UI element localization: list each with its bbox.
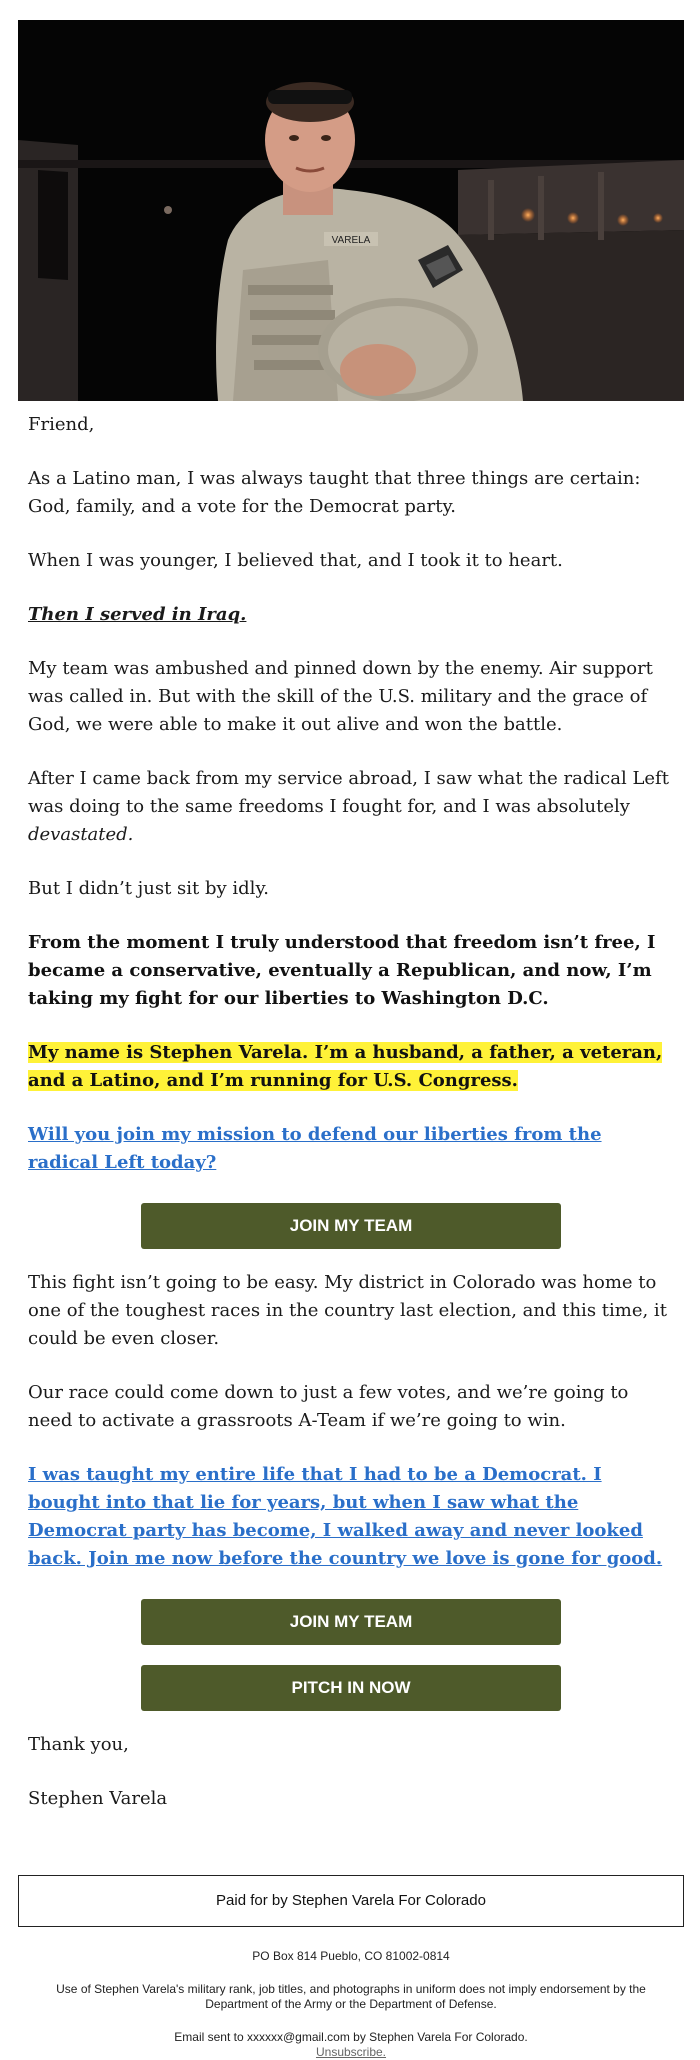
disclaimer: Use of Stephen Varela's military rank, job titles, and photographs in uniform does not imply endorsement by the Department of the Army or the Department of Defense. bbox=[56, 1982, 646, 2011]
paragraph: This fight isn’t going to be easy. My district in Colorado was home to one of the toughest races in the country last election, and this time, it could be even closer. bbox=[28, 1272, 667, 1349]
mission-link[interactable]: Will you join my mission to defend our liberties from the radical Left today? bbox=[28, 1124, 602, 1173]
signoff: Thank you, bbox=[28, 1734, 129, 1755]
paid-for-text: Paid for by Stephen Varela For Colorado bbox=[216, 1892, 486, 1909]
mission-link-paragraph bbox=[28, 1121, 674, 1177]
paragraph: As a Latino man, I was always taught that three things are certain: God, family, and a vote for the Democrat party. bbox=[28, 468, 641, 517]
button-row bbox=[28, 1599, 674, 1645]
paragraph: But I didn’t just sit by idly. bbox=[28, 878, 269, 899]
bold-paragraph: From the moment I truly understood that freedom isn’t free, I became a conservative, eventually a Republican, and now, I’m taking my fight for our liberties to Washington D.C. bbox=[28, 932, 656, 1009]
hero-photo bbox=[18, 20, 684, 401]
email-address: xxxxxx@gmail.com bbox=[246, 2030, 350, 2044]
button-row bbox=[28, 1665, 674, 1711]
highlighted-text: My name is Stephen Varela. I’m a husband, a father, a veteran, and a Latino, and I’m running for U.S. Congress. bbox=[28, 1042, 663, 1091]
letter bbox=[18, 411, 684, 1813]
signature: Stephen Varela bbox=[28, 1788, 168, 1809]
highlighted-paragraph bbox=[28, 1039, 674, 1095]
button-row bbox=[28, 1203, 674, 1249]
email-prefix: Email sent to bbox=[174, 2030, 247, 2044]
paragraph-text: After I came back from my service abroad, I saw what the radical Left was doing to the same freedoms I fought for, and I was absolutely bbox=[28, 768, 669, 817]
unsubscribe-link[interactable]: Unsubscribe. bbox=[315, 2045, 387, 2059]
iraq-heading bbox=[28, 601, 674, 629]
paragraph: When I was younger, I believed that, and I took it to heart. bbox=[28, 550, 563, 571]
email-notice bbox=[18, 2030, 684, 2045]
soldier-photo-illustration bbox=[18, 20, 684, 401]
mailing-address: PO Box 814 Pueblo, CO 81002-0814 bbox=[252, 1949, 450, 1963]
email-body bbox=[18, 20, 684, 2060]
join-my-team-button[interactable]: JOIN MY TEAM bbox=[141, 1203, 561, 1249]
democrat-story-link[interactable]: I was taught my entire life that I had to be a Democrat. I bought into that lie for years, but when I saw what the Democrat party has become, I walked away and never looked back. Join me now before the country we love is gone for good. bbox=[28, 1464, 663, 1569]
iraq-statement: Then I served in Iraq. bbox=[28, 604, 247, 625]
paragraph: My team was ambushed and pinned down by the enemy. Air support was called in. But with the skill of the U.S. military and the grace of God, we were able to make it out alive and won the battle. bbox=[28, 658, 653, 735]
pitch-in-now-button[interactable]: PITCH IN NOW bbox=[141, 1665, 561, 1711]
join-my-team-button-2[interactable]: JOIN MY TEAM bbox=[141, 1599, 561, 1645]
footer bbox=[18, 1949, 684, 2060]
email-suffix: by Stephen Varela For Colorado. bbox=[349, 2030, 528, 2044]
democrat-link-paragraph bbox=[28, 1461, 674, 1573]
paragraph bbox=[28, 765, 674, 849]
paragraph: Our race could come down to just a few votes, and we’re going to need to activate a grassroots A-Team if we’re going to win. bbox=[28, 1382, 629, 1431]
paid-for-box bbox=[18, 1875, 684, 1927]
greeting: Friend, bbox=[28, 414, 95, 435]
name-tape: VARELA bbox=[331, 235, 371, 246]
emphasis-devastated: devastated. bbox=[28, 824, 134, 845]
